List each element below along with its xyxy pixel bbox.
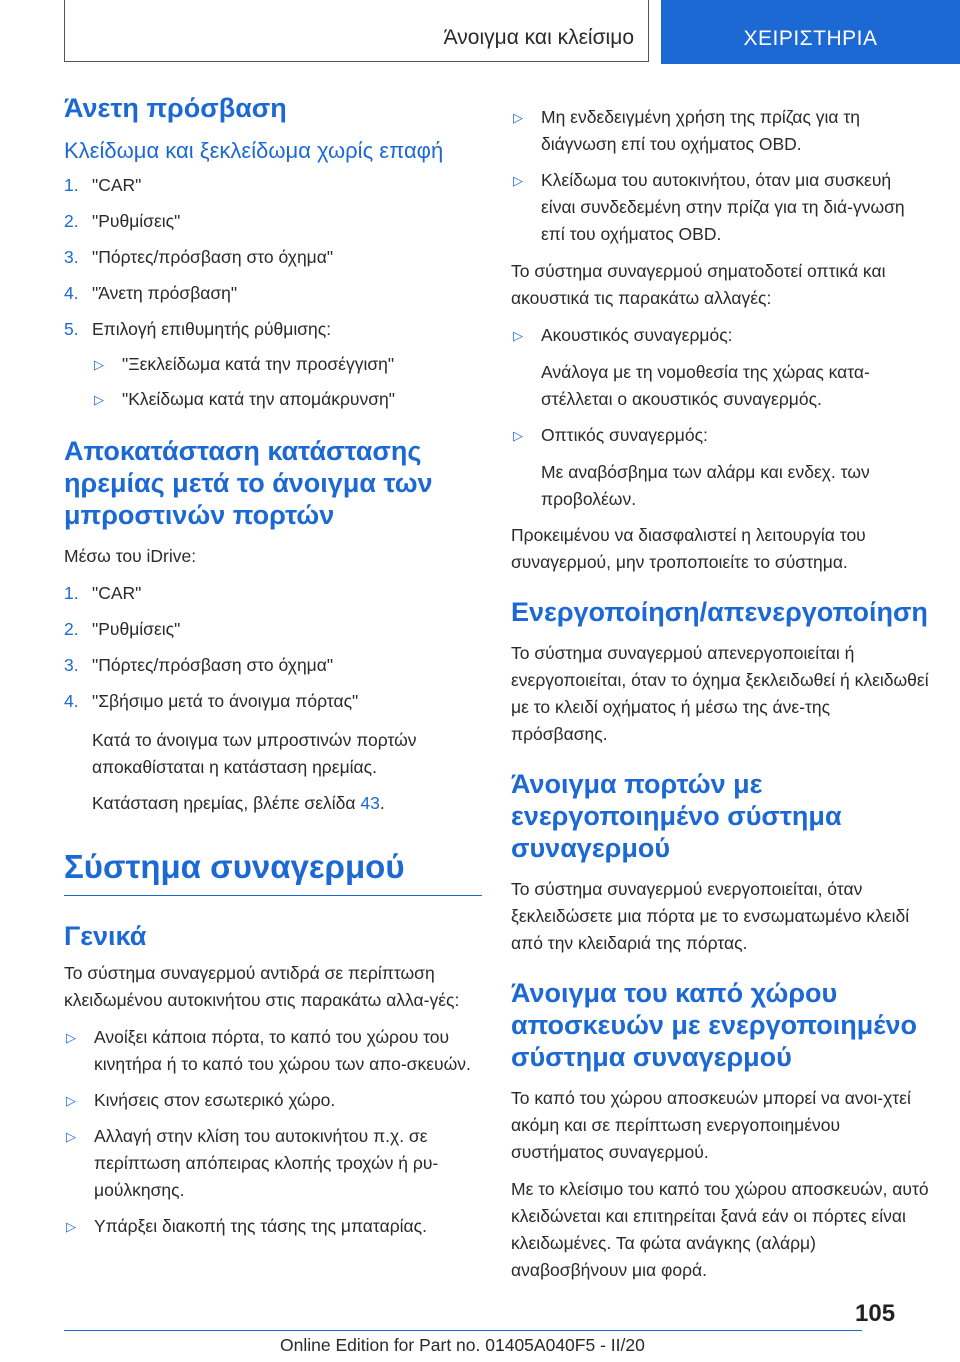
list-item	[64, 580, 482, 607]
step-text: "Σβήσιμο μετά το άνοιγμα πόρτας"	[92, 691, 359, 711]
step-number: 3.	[64, 247, 79, 267]
list-item	[511, 322, 929, 349]
list-item	[64, 1213, 482, 1240]
bullet-text: Μη ενδεδειγμένη χρήση της πρίζας για τη διάγνωση επί του οχήματος OBD.	[541, 107, 861, 154]
step-text: "CAR"	[92, 175, 142, 195]
general-text: Το σύστημα συναγερμού αντιδρά σε περίπτωση κλειδωμένου αυτοκινήτου στις παρακάτω αλλα-γές:	[64, 963, 460, 1010]
list-item	[64, 1024, 482, 1078]
trunk-text-2: Με το κλείσιμο του καπό του χώρου αποσκευών, αυτό κλειδώνεται και επιτηρείται ξανά εάν οι πόρτες είναι κλειδωμένες. Τα φώτα ανάγκης (αλάρμ) αναβοσβήνουν μια φορά.	[511, 1179, 929, 1280]
list-item	[64, 1123, 482, 1204]
list-item	[64, 652, 482, 679]
page-number: 105	[855, 1300, 896, 1327]
step-number: 4.	[64, 283, 79, 303]
triangle-bullet-icon: ▷	[66, 1030, 76, 1045]
triangle-bullet-icon: ▷	[94, 357, 104, 372]
right-column	[511, 104, 929, 1294]
reference-text: Κατάσταση ηρεμίας, βλέπε σελίδα	[92, 793, 356, 813]
activate-heading: Ενεργοποίηση/απενεργοποίηση	[511, 597, 928, 627]
list-item	[64, 208, 482, 235]
setting-options	[92, 351, 482, 413]
activate-text: Το σύστημα συναγερμού απενεργοποιείται ή ενεργοποιείται, όταν το όχημα ξεκλειδωθεί ή κλειδωθεί με το κλειδί οχήματος ή μέσω της άνε-της πρόσβασης.	[511, 643, 929, 744]
list-item	[92, 386, 482, 413]
footer-divider	[64, 1330, 862, 1331]
list-item	[64, 244, 482, 271]
acoustic-label: Ακουστικός συναγερμός:	[541, 325, 733, 345]
left-column	[64, 92, 482, 1250]
chapter-title: Άνοιγμα και κλείσιμο	[443, 26, 634, 49]
step-number: 2.	[64, 211, 79, 231]
obd-bullets	[511, 104, 929, 248]
signal-text: Το σύστημα συναγερμού σηματοδοτεί οπτικά και ακουστικά τις παρακάτω αλλαγές:	[511, 261, 886, 308]
optical-label: Οπτικός συναγερμός:	[541, 425, 708, 445]
bullet-text: Κινήσεις στον εσωτερικό χώρο.	[94, 1090, 336, 1110]
list-item	[64, 1087, 482, 1114]
keyless-steps	[64, 172, 482, 413]
step-number: 3.	[64, 655, 79, 675]
alarm-system-heading: Σύστημα συναγερμού	[64, 847, 482, 896]
list-item	[64, 280, 482, 307]
step-text: Επιλογή επιθυμητής ρύθμισης:	[92, 319, 332, 339]
standby-steps	[64, 580, 482, 715]
list-item	[64, 316, 482, 413]
list-item	[511, 167, 929, 248]
step-text: "Πόρτες/πρόσβαση στο όχημα"	[92, 655, 334, 675]
list-item	[511, 104, 929, 158]
comfort-access-heading: Άνετη πρόσβαση	[64, 93, 287, 123]
page-header	[64, 0, 960, 64]
triangle-bullet-icon: ▷	[66, 1093, 76, 1108]
trunk-text-1: Το καπό του χώρου αποσκευών μπορεί να ανοι-χτεί ακόμη και σε περίπτωση ενεργοποιημένου συστήματος συναγερμού.	[511, 1088, 911, 1162]
section-title: ΧΕΙΡΙΣΤΗΡΙΑ	[743, 27, 878, 50]
standby-note: Κατά το άνοιγμα των μπροστινών πορτών αποκαθίσταται η κατάσταση ηρεμίας.	[92, 730, 417, 777]
list-item	[511, 422, 929, 449]
step-text: "Άνετη πρόσβαση"	[92, 283, 238, 303]
chapter-tab	[64, 0, 649, 62]
general-bullets	[64, 1024, 482, 1240]
triangle-bullet-icon: ▷	[66, 1129, 76, 1144]
triangle-bullet-icon: ▷	[513, 428, 523, 443]
step-number: 4.	[64, 691, 79, 711]
step-number: 5.	[64, 319, 79, 339]
triangle-bullet-icon: ▷	[66, 1219, 76, 1234]
list-item	[64, 172, 482, 199]
bullet-text: Ανοίξει κάποια πόρτα, το καπό του χώρου του κινητήρα ή το καπό του χώρου των απο-σκευών.	[94, 1027, 471, 1074]
standby-reference	[64, 790, 482, 817]
doors-heading: Άνοιγμα πορτών με ενεργοποιημένο σύστημα συναγερμού	[511, 769, 842, 863]
page-link[interactable]: 43	[360, 793, 380, 813]
step-number: 2.	[64, 619, 79, 639]
option-text: "Κλείδωμα κατά την απομάκρυνση"	[122, 389, 395, 409]
step-text: "Ρυθμίσεις"	[92, 619, 181, 639]
trunk-heading: Άνοιγμα του καπό χώρου αποσκευών με ενεργοποιημένο σύστημα συναγερμού	[511, 978, 917, 1072]
general-heading: Γενικά	[64, 921, 147, 951]
step-number: 1.	[64, 583, 79, 603]
list-item	[64, 616, 482, 643]
step-number: 1.	[64, 175, 79, 195]
bullet-text: Υπάρξει διακοπή της τάσης της μπαταρίας.	[94, 1216, 427, 1236]
bullet-text: Κλείδωμα του αυτοκινήτου, όταν μια συσκευή είναι συνδεδεμένη στην πρίζα για τη διά-γνωση επί του οχήματος OBD.	[541, 170, 905, 244]
step-text: "Πόρτες/πρόσβαση στο όχημα"	[92, 247, 334, 267]
option-text: "Ξεκλείδωμα κατά την προσέγγιση"	[122, 354, 395, 374]
triangle-bullet-icon: ▷	[513, 110, 523, 125]
optical-text: Με αναβόσβημα των αλάρμ και ενδεχ. των προβολέων.	[541, 462, 870, 509]
list-item	[92, 351, 482, 378]
section-tab	[661, 0, 960, 64]
triangle-bullet-icon: ▷	[513, 173, 523, 188]
step-text: "Ρυθμίσεις"	[92, 211, 181, 231]
triangle-bullet-icon: ▷	[94, 392, 104, 407]
keyless-heading: Κλείδωμα και ξεκλείδωμα χωρίς επαφή	[64, 138, 444, 163]
step-text: "CAR"	[92, 583, 142, 603]
ensure-text: Προκειμένου να διασφαλιστεί η λειτουργία του συναγερμού, μην τροποποιείτε το σύστημα.	[511, 525, 866, 572]
standby-heading: Αποκατάσταση κατάστασης ηρεμίας μετά το άνοιγμα των μπροστινών πορτών	[64, 436, 433, 530]
doors-text: Το σύστημα συναγερμού ενεργοποιείται, όταν ξεκλειδώσετε μια πόρτα με το ενσωματωμένο κλειδί από την κλειδαριά της πόρτας.	[511, 879, 910, 953]
alarm-types-optical	[511, 422, 929, 449]
reference-end: .	[379, 793, 385, 813]
standby-intro: Μέσω του iDrive:	[64, 546, 197, 566]
edition-footer: Online Edition for Part no. 01405A040F5 - II/20	[280, 1335, 645, 1355]
triangle-bullet-icon: ▷	[513, 328, 523, 343]
list-item	[64, 688, 482, 715]
bullet-text: Αλλαγή στην κλίση του αυτοκινήτου π.χ. σε περίπτωση απόπειρας κλοπής τροχών ή ρυ-μούλκησης.	[94, 1126, 439, 1200]
acoustic-text: Ανάλογα με τη νομοθεσία της χώρας κατα-στέλλεται ο ακουστικός συναγερμός.	[541, 362, 870, 409]
alarm-types	[511, 322, 929, 349]
